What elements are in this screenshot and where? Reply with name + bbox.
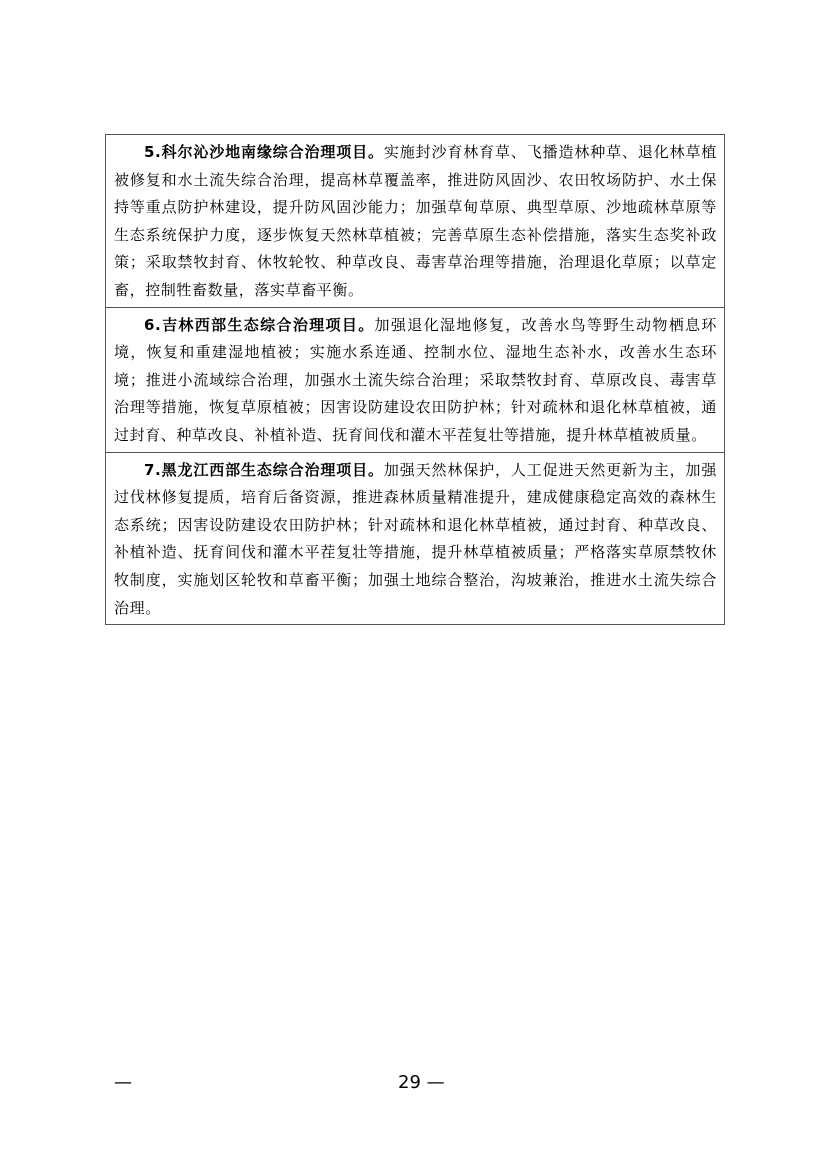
section-title: 6.吉林西部生态综合治理项目。 xyxy=(144,315,375,334)
project-table xyxy=(105,134,725,625)
section-body: 加强天然林保护，人工促进天然更新为主，加强过伐林修复提质，培育后备资源，推进森林质量精准提升，建成健康稳定高效的森林生态系统；因害设防建设农田防护林；针对疏林和退化林草植被，通过封育、种草改良、补植补造、抚育间伐和灌木平茬复壮等措施，提升林草植被质量；严格落实草原禁牧休牧制度，实施划区轮牧和草畜平衡；加强土地综合整治，沟坡兼治，推进水土流失综合治理。 xyxy=(114,460,717,617)
section-6 xyxy=(106,307,724,452)
section-7 xyxy=(106,452,724,625)
section-body: 加强退化湿地修复，改善水鸟等野生动物栖息环境，恢复和重建湿地植被；实施水系连通、控制水位、湿地生态补水，改善水生态环境；推进小流域综合治理，加强水土流失综合治理；采取禁牧封育、草原改良、毒害草治理等措施，恢复草原植被；因害设防建设农田防护林；针对疏林和退化林草植被，通过封育、种草改良、补植补造、抚育间伐和灌木平茬复壮等措施，提升林草植被质量。 xyxy=(114,315,718,444)
footer-left-dash: — xyxy=(114,1072,132,1093)
section-body: 实施封沙育林育草、飞播造林种草、退化林草植被修复和水土流失综合治理，提高林草覆盖率，推进防风固沙、农田牧场防护、水土保持等重点防护林建设，提升防风固沙能力；加强草甸草原、典型草原、沙地疏林草原等生态系统保护力度，逐步恢复天然林草植被；完善草原生态补偿措施，落实生态奖补政策；采取禁牧封育、休牧轮牧、种草改良、毒害草治理等措施，治理退化草原；以草定畜，控制牲畜数量，落实草畜平衡。 xyxy=(114,143,717,299)
page-footer xyxy=(0,1072,826,1102)
page-number: 29 — xyxy=(398,1072,445,1093)
section-5 xyxy=(106,135,724,307)
section-title: 5.科尔沁沙地南缘综合治理项目。 xyxy=(144,143,384,161)
section-title: 7.黑龙江西部生态综合治理项目。 xyxy=(144,460,384,479)
